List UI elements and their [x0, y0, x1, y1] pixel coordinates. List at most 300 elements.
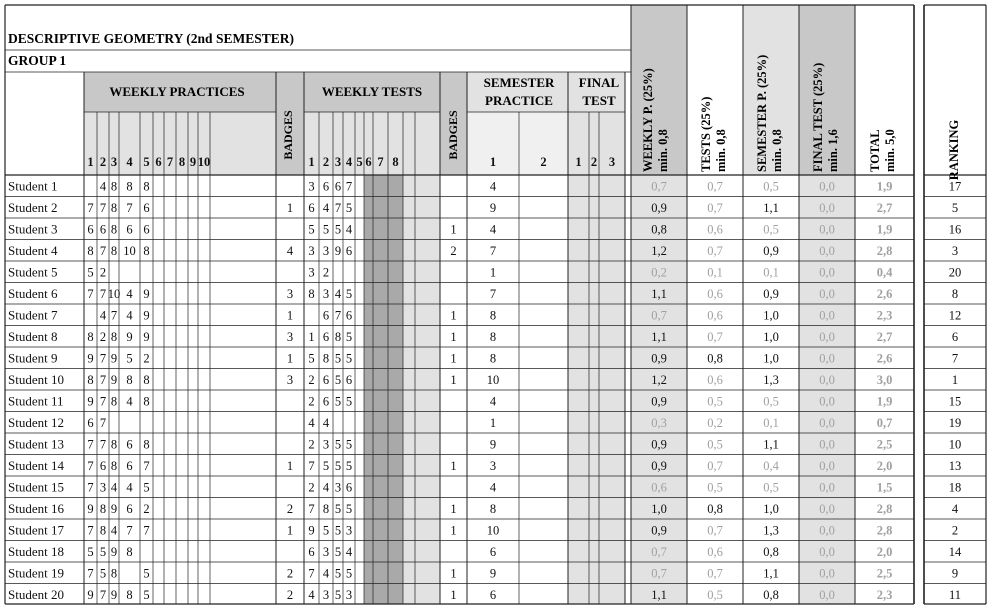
practice-score: 5 — [87, 265, 94, 280]
weekly-p-value: 0,9 — [651, 437, 667, 452]
sheet-title: DESCRIPTIVE GEOMETRY (2nd SEMESTER) — [8, 31, 294, 46]
ranking-value: 17 — [948, 179, 962, 194]
badges-tests-value: 1 — [450, 588, 457, 602]
practice-score: 7 — [99, 437, 107, 452]
semester-score: 6 — [489, 545, 497, 559]
practice-score: 2 — [99, 330, 107, 344]
tests-pct-value: 0,8 — [707, 351, 723, 366]
practice-score: 8 — [143, 179, 150, 194]
ranking-value: 3 — [951, 244, 959, 258]
semester-p-value: 1,0 — [763, 502, 779, 516]
semester-score: 1 — [489, 416, 497, 430]
semester-score: 1 — [489, 265, 497, 280]
test-number: 4 — [345, 155, 353, 169]
practice-score: 9 — [87, 351, 94, 366]
total-value: 1,9 — [876, 222, 893, 237]
student-name: Student 16 — [8, 501, 64, 516]
total-value: 2,0 — [876, 545, 893, 559]
test-number: 5 — [356, 155, 363, 169]
practice-number: 5 — [143, 155, 150, 169]
practice-score: 5 — [143, 566, 150, 581]
badges-tests-value: 1 — [450, 308, 457, 323]
badges-practices-value: 1 — [286, 523, 294, 538]
semester-score: 7 — [489, 244, 497, 258]
practice-score: 4 — [126, 394, 133, 409]
semester-number: 2 — [540, 155, 547, 169]
weekly-p-value: 0,8 — [651, 222, 667, 237]
test-score: 1 — [308, 330, 315, 344]
practice-score: 8 — [87, 373, 94, 387]
group-label: GROUP 1 — [8, 53, 67, 68]
practice-score: 8 — [87, 244, 94, 258]
final-pct-value: 0,0 — [819, 502, 835, 516]
total-value: 2,8 — [876, 502, 893, 516]
badges-tests-value: 1 — [450, 351, 457, 366]
badges-tests-header: BADGES — [446, 110, 460, 160]
badges-tests-value: 1 — [450, 502, 457, 516]
practice-score: 8 — [110, 394, 118, 409]
semester-score: 8 — [489, 502, 497, 516]
practice-score: 7 — [87, 480, 94, 495]
ranking-value: 4 — [951, 502, 959, 516]
practice-score: 8 — [143, 437, 150, 452]
total-min: min. 5,0 — [883, 129, 897, 172]
total-value: 2,7 — [876, 201, 893, 215]
weekly-p-value: 1,1 — [651, 588, 667, 602]
tests-pct-value: 0,1 — [707, 265, 723, 280]
test-score: 3 — [308, 179, 315, 194]
weekly-p-header: WEEKLY P. (25%) — [641, 68, 655, 172]
student-name: Student 6 — [8, 286, 58, 301]
weekly-p-value: 0,6 — [651, 480, 667, 495]
badges-practices-value: 1 — [286, 351, 294, 366]
test-score: 5 — [334, 523, 342, 538]
final-pct-value: 0,0 — [819, 351, 835, 366]
practice-score: 3 — [99, 480, 107, 495]
practice-score: 6 — [143, 222, 150, 237]
semester-score: 9 — [489, 201, 497, 215]
test-score: 4 — [334, 287, 342, 301]
tests-pct-value: 0,6 — [707, 287, 723, 301]
weekly-p-value: 0,7 — [651, 179, 667, 194]
student-name: Student 19 — [8, 565, 64, 581]
practice-number: 1 — [87, 155, 94, 169]
semester-p-header: SEMESTER P. (25%) — [755, 54, 769, 172]
practice-score: 8 — [87, 330, 94, 344]
practice-score: 7 — [99, 287, 107, 301]
semester-score: 3 — [489, 459, 497, 473]
semester-p-value: 0,8 — [763, 588, 779, 602]
test-score: 5 — [334, 588, 342, 602]
semester-score: 10 — [486, 373, 500, 387]
weekly-p-value: 1,0 — [651, 502, 667, 516]
test-score: 6 — [345, 480, 353, 495]
final-pct-value: 0,0 — [819, 588, 835, 602]
practice-score: 9 — [87, 502, 94, 516]
ranking-value: 8 — [951, 287, 959, 301]
practice-score: 7 — [99, 244, 107, 258]
final-pct-value: 0,0 — [819, 545, 835, 559]
badges-practices-value: 3 — [286, 287, 294, 301]
ranking-value: 16 — [948, 222, 962, 237]
test-number: 3 — [334, 155, 342, 169]
test-score: 4 — [322, 416, 330, 430]
tests-pct-value: 0,7 — [707, 523, 723, 538]
practice-number: 4 — [126, 155, 133, 169]
practice-score: 10 — [107, 287, 121, 301]
student-name: Student 8 — [8, 329, 58, 344]
total-value: 1,5 — [876, 480, 893, 495]
total-value: 2,3 — [876, 588, 893, 602]
semester-p-value: 0,9 — [763, 244, 779, 258]
total-value: 2,5 — [876, 566, 893, 581]
ranking-value: 19 — [948, 416, 962, 430]
test-score: 6 — [308, 201, 315, 215]
test-number: 6 — [365, 155, 372, 169]
total-value: 2,6 — [876, 351, 893, 366]
ranking-value: 10 — [948, 437, 962, 452]
final-pct-value: 0,0 — [819, 394, 835, 409]
semester-p-value: 1,1 — [763, 566, 779, 581]
practice-score: 5 — [126, 351, 133, 366]
badges-practices-value: 1 — [286, 459, 294, 473]
weekly-p-min: min. 0,8 — [656, 129, 670, 172]
tests-pct-value: 0,8 — [707, 502, 723, 516]
test-score: 8 — [308, 287, 315, 301]
practice-score: 7 — [99, 588, 107, 602]
practice-score: 4 — [99, 179, 107, 194]
practice-score: 9 — [143, 287, 150, 301]
test-score: 7 — [334, 308, 342, 323]
test-score: 7 — [308, 459, 315, 473]
ranking-value: 20 — [948, 265, 962, 280]
semester-p-value: 0,5 — [763, 179, 779, 194]
badges-practices-value: 1 — [286, 308, 294, 323]
semester-score: 8 — [489, 351, 497, 366]
practice-score: 6 — [99, 459, 107, 473]
semester-score: 4 — [489, 480, 497, 495]
practice-score: 9 — [126, 330, 133, 344]
student-name: Student 10 — [8, 372, 64, 387]
test-score: 5 — [334, 459, 342, 473]
test-score: 5 — [334, 502, 342, 516]
ranking-value: 5 — [951, 201, 959, 215]
test-score: 9 — [308, 523, 315, 538]
ranking-value: 1 — [951, 373, 959, 387]
practice-score: 9 — [110, 545, 118, 559]
semester-score: 4 — [489, 222, 497, 237]
test-score: 3 — [322, 545, 330, 559]
practice-score: 9 — [143, 330, 150, 344]
student-name: Student 17 — [8, 522, 64, 538]
practice-score: 6 — [99, 222, 107, 237]
total-header: TOTAL — [868, 129, 882, 172]
test-score: 5 — [334, 437, 342, 452]
test-score: 3 — [345, 588, 353, 602]
final-pct-value: 0,0 — [819, 480, 835, 495]
practice-score: 8 — [126, 588, 133, 602]
practice-score: 8 — [110, 437, 118, 452]
test-score: 7 — [308, 502, 315, 516]
semester-p-value: 1,0 — [763, 330, 779, 344]
total-value: 2,7 — [876, 330, 893, 344]
final-test-header-line2: TEST — [582, 93, 616, 108]
practice-score: 5 — [143, 480, 150, 495]
badges-tests-value: 1 — [450, 566, 457, 581]
badges-practices-value: 4 — [286, 244, 294, 258]
test-score: 3 — [322, 437, 330, 452]
practice-score: 8 — [99, 523, 107, 538]
weekly-p-value: 0,7 — [651, 566, 667, 581]
practice-score: 6 — [87, 416, 94, 430]
ranking-value: 18 — [948, 480, 962, 495]
test-score: 5 — [308, 351, 315, 366]
test-score: 5 — [334, 222, 342, 237]
practice-number: 2 — [99, 155, 107, 169]
badges-tests-value: 1 — [450, 523, 457, 538]
practice-score: 8 — [110, 566, 118, 581]
test-score: 4 — [322, 480, 330, 495]
weekly-p-value: 0,9 — [651, 459, 667, 473]
tests-pct-value: 0,6 — [707, 308, 723, 323]
total-value: 0,7 — [876, 416, 893, 430]
test-score: 5 — [345, 566, 353, 581]
badges-tests-value: 1 — [450, 330, 457, 344]
student-name: Student 12 — [8, 415, 64, 430]
semester-p-value: 0,1 — [763, 416, 779, 430]
test-score: 7 — [345, 179, 353, 194]
ranking-value: 14 — [948, 545, 962, 559]
badges-practices-value: 2 — [286, 566, 294, 581]
ranking-value: 13 — [948, 459, 962, 473]
student-name: Student 1 — [8, 178, 58, 194]
practice-score: 7 — [126, 523, 133, 538]
semester-p-value: 1,0 — [763, 308, 779, 323]
practice-score: 4 — [110, 523, 118, 538]
student-name: Student 20 — [8, 587, 64, 602]
semester-p-value: 1,3 — [763, 373, 779, 387]
test-score: 6 — [322, 373, 330, 387]
semester-score: 8 — [489, 308, 497, 323]
final-pct-value: 0,0 — [819, 416, 835, 430]
student-name: Student 5 — [8, 264, 58, 280]
test-score: 6 — [322, 179, 330, 194]
semester-p-value: 1,0 — [763, 351, 779, 366]
test-number: 1 — [308, 155, 315, 169]
practice-score: 5 — [99, 545, 107, 559]
ranking-value: 7 — [951, 351, 959, 366]
practice-score: 7 — [87, 566, 94, 581]
test-score: 2 — [308, 480, 315, 495]
semester-p-value: 0,5 — [763, 480, 779, 495]
practice-score: 7 — [99, 373, 107, 387]
practice-score: 6 — [126, 459, 133, 473]
practice-score: 9 — [87, 588, 94, 602]
final-pct-value: 0,0 — [819, 437, 835, 452]
practice-score: 9 — [110, 588, 118, 602]
practice-score: 8 — [143, 373, 150, 387]
tests-pct-value: 0,7 — [707, 201, 723, 215]
practice-score: 6 — [126, 437, 133, 452]
test-score: 5 — [345, 459, 353, 473]
badges-practices-header: BADGES — [281, 110, 295, 160]
practice-score: 8 — [143, 394, 150, 409]
practice-score: 9 — [110, 373, 118, 387]
practice-score: 7 — [99, 351, 107, 366]
student-name: Student 4 — [8, 243, 58, 258]
tests-pct-value: 0,7 — [707, 244, 723, 258]
badges-practices-value: 3 — [286, 330, 294, 344]
weekly-p-value: 0,7 — [651, 308, 667, 323]
practice-number: 9 — [189, 155, 197, 169]
final-pct-value: 0,0 — [819, 330, 835, 344]
test-score: 2 — [308, 373, 315, 387]
test-score: 5 — [322, 222, 330, 237]
semester-score: 8 — [489, 330, 497, 344]
student-name: Student 15 — [8, 479, 64, 495]
tests-pct-value: 0,7 — [707, 459, 723, 473]
practice-score: 7 — [126, 201, 133, 215]
badges-practices-value: 2 — [286, 502, 294, 516]
practice-score: 7 — [87, 201, 94, 215]
semester-p-value: 1,1 — [763, 437, 779, 452]
semester-p-value: 0,9 — [763, 287, 779, 301]
test-score: 5 — [345, 394, 353, 409]
test-score: 3 — [322, 287, 330, 301]
practice-score: 4 — [126, 308, 133, 323]
weekly-p-value: 0,9 — [651, 523, 667, 538]
final-number: 3 — [608, 155, 616, 169]
tests-pct-value: 0,5 — [707, 588, 723, 602]
tests-pct-value: 0,2 — [707, 416, 723, 430]
ranking-header: RANKING — [947, 119, 961, 181]
final-pct-value: 0,0 — [819, 523, 835, 538]
practice-score: 6 — [126, 502, 133, 516]
test-score: 5 — [345, 502, 353, 516]
practice-score: 4 — [99, 308, 107, 323]
test-score: 5 — [334, 394, 342, 409]
practice-number: 7 — [166, 155, 174, 169]
tests-pct-value: 0,7 — [707, 179, 723, 194]
tests-pct-value: 0,6 — [707, 222, 723, 237]
student-name: Student 14 — [8, 458, 64, 473]
practice-score: 8 — [126, 545, 133, 559]
total-value: 1,9 — [876, 394, 893, 409]
final-pct-value: 0,0 — [819, 459, 835, 473]
practice-score: 7 — [99, 416, 107, 430]
test-score: 5 — [322, 459, 330, 473]
semester-number: 1 — [489, 155, 497, 169]
test-number: 8 — [392, 155, 399, 169]
weekly-tests-header: WEEKLY TESTS — [321, 84, 423, 99]
tests-min: min. 0,8 — [714, 129, 728, 172]
practice-score: 8 — [126, 373, 133, 387]
test-score: 6 — [334, 179, 342, 194]
semester-score: 4 — [489, 394, 497, 409]
test-score: 5 — [334, 545, 342, 559]
test-score: 3 — [308, 244, 315, 258]
total-value: 2,3 — [876, 308, 893, 323]
total-value: 2,5 — [876, 437, 893, 452]
ranking-value: 9 — [951, 566, 959, 581]
tests-pct-value: 0,5 — [707, 394, 723, 409]
test-score: 5 — [334, 351, 342, 366]
ranking-value: 11 — [948, 588, 962, 602]
total-value: 1,9 — [876, 179, 893, 194]
final-test-header-line1: FINAL — [578, 75, 620, 90]
final-pct-value: 0,0 — [819, 265, 835, 280]
student-name: Student 11 — [8, 393, 64, 409]
total-value: 0,4 — [876, 265, 893, 280]
weekly-p-value: 0,9 — [651, 201, 667, 215]
final-pct-value: 0,0 — [819, 373, 835, 387]
practice-score: 8 — [110, 244, 118, 258]
practice-score: 5 — [143, 588, 150, 602]
tests-pct-value: 0,6 — [707, 373, 723, 387]
practice-score: 2 — [99, 265, 107, 280]
tests-pct-value: 0,6 — [707, 545, 723, 559]
ranking-value: 6 — [951, 330, 959, 344]
final-pct-value: 0,0 — [819, 222, 835, 237]
practice-score: 4 — [126, 480, 133, 495]
practice-score: 9 — [87, 394, 94, 409]
test-score: 3 — [322, 588, 330, 602]
test-score: 2 — [308, 394, 315, 409]
test-score: 5 — [322, 523, 330, 538]
badges-practices-value: 1 — [286, 201, 294, 215]
test-score: 2 — [308, 437, 315, 452]
test-score: 5 — [345, 351, 353, 366]
test-score: 6 — [345, 244, 353, 258]
badges-tests-value: 2 — [450, 244, 457, 258]
total-value: 2,8 — [876, 244, 893, 258]
total-value: 2,0 — [876, 459, 893, 473]
semester-practice-header-line1: SEMESTER — [483, 75, 555, 90]
semester-score: 9 — [489, 566, 497, 581]
final-pct-value: 0,0 — [819, 287, 835, 301]
final-pct-value: 0,0 — [819, 201, 835, 215]
test-score: 5 — [345, 201, 353, 215]
badges-tests-value: 1 — [450, 373, 457, 387]
practice-score: 8 — [99, 502, 107, 516]
practice-score: 10 — [123, 244, 136, 258]
practice-score: 4 — [110, 480, 118, 495]
badges-practices-value: 2 — [286, 588, 294, 602]
weekly-p-value: 0,9 — [651, 394, 667, 409]
practice-score: 8 — [110, 201, 118, 215]
test-score: 3 — [345, 523, 353, 538]
test-score: 5 — [308, 222, 315, 237]
practice-score: 7 — [110, 308, 118, 323]
tests-pct-value: 0,5 — [707, 480, 723, 495]
weekly-p-value: 1,1 — [651, 287, 667, 301]
total-value: 2,6 — [876, 287, 893, 301]
practice-score: 7 — [87, 459, 94, 473]
final-pct-value: 0,0 — [819, 566, 835, 581]
practice-score: 8 — [110, 179, 118, 194]
practice-score: 7 — [99, 394, 107, 409]
weekly-p-value: 0,2 — [651, 265, 667, 280]
semester-score: 4 — [489, 179, 497, 194]
practice-score: 6 — [87, 222, 94, 237]
test-score: 5 — [345, 330, 353, 344]
student-name: Student 3 — [8, 221, 58, 237]
test-score: 9 — [334, 244, 342, 258]
practice-score: 9 — [110, 351, 118, 366]
practice-score: 2 — [143, 351, 150, 366]
test-score: 2 — [322, 265, 330, 280]
test-score: 5 — [334, 566, 342, 581]
